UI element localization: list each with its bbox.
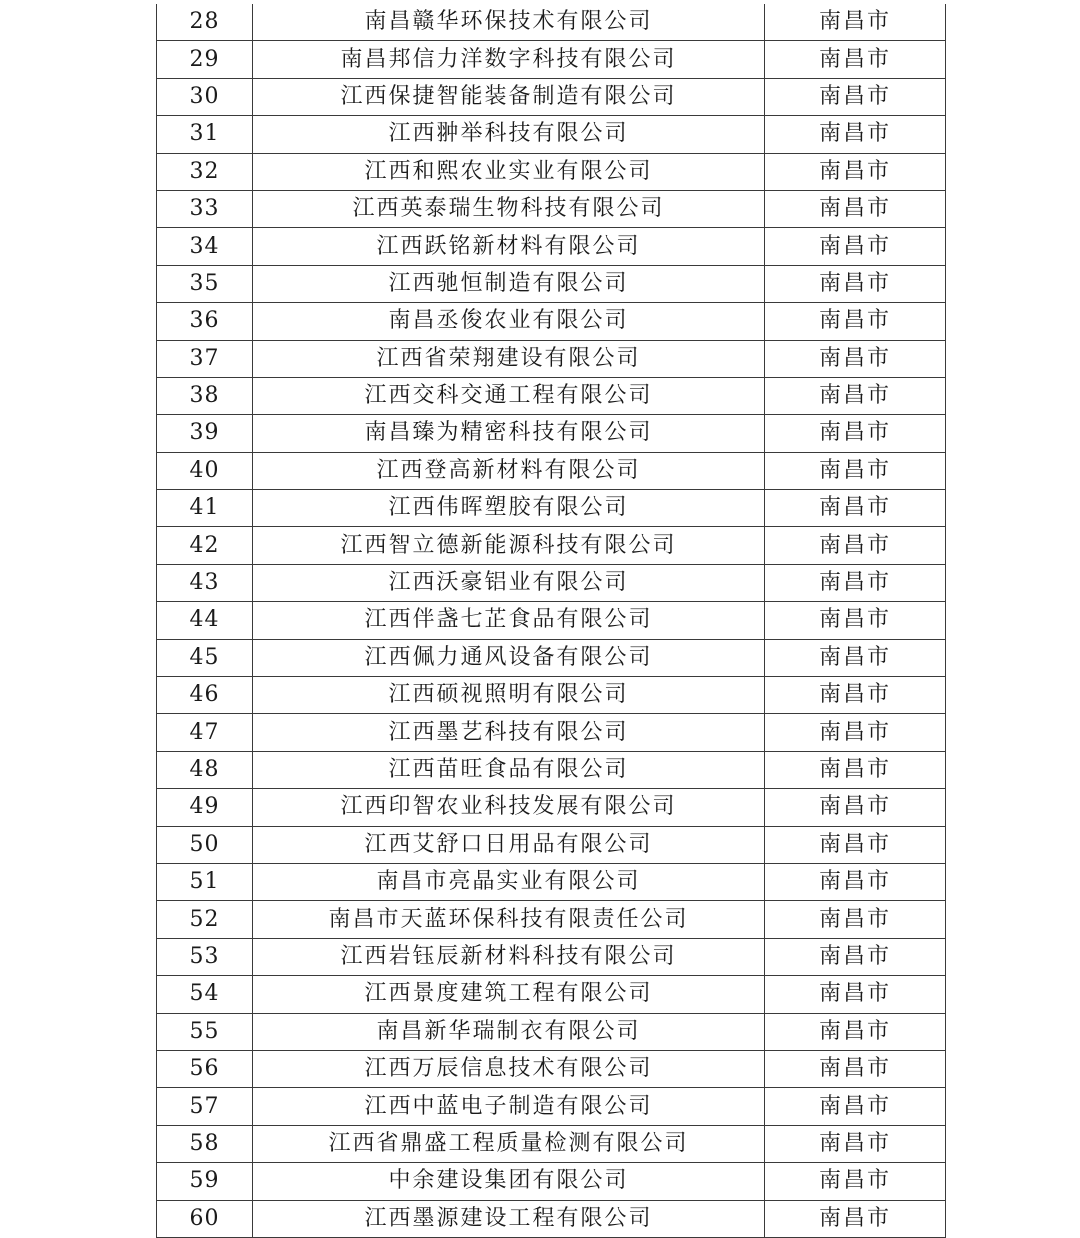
company-name: 南昌新华瑞制衣有限公司 bbox=[253, 1013, 765, 1050]
company-name: 江西驰恒制造有限公司 bbox=[253, 265, 765, 302]
company-city: 南昌市 bbox=[765, 303, 946, 340]
table-row bbox=[157, 340, 946, 377]
company-city: 南昌市 bbox=[765, 340, 946, 377]
company-city: 南昌市 bbox=[765, 789, 946, 826]
table-row bbox=[157, 190, 946, 227]
company-name: 江西伟晖塑胶有限公司 bbox=[253, 490, 765, 527]
row-number: 40 bbox=[157, 452, 253, 489]
company-name: 南昌臻为精密科技有限公司 bbox=[253, 415, 765, 452]
company-city: 南昌市 bbox=[765, 527, 946, 564]
table-row bbox=[157, 415, 946, 452]
company-city: 南昌市 bbox=[765, 228, 946, 265]
company-list-table bbox=[156, 4, 946, 1238]
company-name: 南昌市亮晶实业有限公司 bbox=[253, 863, 765, 900]
company-name: 江西省鼎盛工程质量检测有限公司 bbox=[253, 1125, 765, 1162]
company-city: 南昌市 bbox=[765, 265, 946, 302]
company-city: 南昌市 bbox=[765, 826, 946, 863]
row-number: 42 bbox=[157, 527, 253, 564]
company-name: 江西登高新材料有限公司 bbox=[253, 452, 765, 489]
row-number: 52 bbox=[157, 901, 253, 938]
row-number: 41 bbox=[157, 490, 253, 527]
company-city: 南昌市 bbox=[765, 714, 946, 751]
table-row bbox=[157, 826, 946, 863]
row-number: 53 bbox=[157, 938, 253, 975]
company-city: 南昌市 bbox=[765, 1050, 946, 1087]
company-name: 江西沃豪铝业有限公司 bbox=[253, 564, 765, 601]
table-row bbox=[157, 863, 946, 900]
row-number: 57 bbox=[157, 1088, 253, 1125]
company-name: 江西省荣翔建设有限公司 bbox=[253, 340, 765, 377]
company-city: 南昌市 bbox=[765, 153, 946, 190]
company-name: 南昌邦信力洋数字科技有限公司 bbox=[253, 41, 765, 78]
company-name: 南昌赣华环保技术有限公司 bbox=[253, 4, 765, 41]
company-city: 南昌市 bbox=[765, 116, 946, 153]
table-row bbox=[157, 751, 946, 788]
company-city: 南昌市 bbox=[765, 41, 946, 78]
company-name: 江西万辰信息技术有限公司 bbox=[253, 1050, 765, 1087]
row-number: 34 bbox=[157, 228, 253, 265]
row-number: 60 bbox=[157, 1200, 253, 1237]
company-city: 南昌市 bbox=[765, 901, 946, 938]
row-number: 32 bbox=[157, 153, 253, 190]
company-city: 南昌市 bbox=[765, 602, 946, 639]
company-name: 江西交科交通工程有限公司 bbox=[253, 377, 765, 414]
company-name: 江西墨艺科技有限公司 bbox=[253, 714, 765, 751]
row-number: 37 bbox=[157, 340, 253, 377]
row-number: 36 bbox=[157, 303, 253, 340]
company-name: 江西跃铭新材料有限公司 bbox=[253, 228, 765, 265]
table-row bbox=[157, 377, 946, 414]
company-city: 南昌市 bbox=[765, 452, 946, 489]
company-name: 江西苗旺食品有限公司 bbox=[253, 751, 765, 788]
row-number: 33 bbox=[157, 190, 253, 227]
table-row bbox=[157, 116, 946, 153]
company-name: 南昌市天蓝环保科技有限责任公司 bbox=[253, 901, 765, 938]
company-name: 江西英泰瑞生物科技有限公司 bbox=[253, 190, 765, 227]
company-name: 中余建设集团有限公司 bbox=[253, 1163, 765, 1200]
company-name: 江西印智农业科技发展有限公司 bbox=[253, 789, 765, 826]
table-row bbox=[157, 1050, 946, 1087]
row-number: 59 bbox=[157, 1163, 253, 1200]
company-city: 南昌市 bbox=[765, 190, 946, 227]
company-city: 南昌市 bbox=[765, 564, 946, 601]
table-row bbox=[157, 78, 946, 115]
company-city: 南昌市 bbox=[765, 677, 946, 714]
company-name: 江西和熙农业实业有限公司 bbox=[253, 153, 765, 190]
table-row bbox=[157, 490, 946, 527]
row-number: 50 bbox=[157, 826, 253, 863]
table-row bbox=[157, 1013, 946, 1050]
table-row bbox=[157, 303, 946, 340]
row-number: 35 bbox=[157, 265, 253, 302]
company-name: 江西伴盏七芷食品有限公司 bbox=[253, 602, 765, 639]
row-number: 54 bbox=[157, 976, 253, 1013]
row-number: 28 bbox=[157, 4, 253, 41]
table-row bbox=[157, 976, 946, 1013]
row-number: 58 bbox=[157, 1125, 253, 1162]
company-city: 南昌市 bbox=[765, 78, 946, 115]
company-city: 南昌市 bbox=[765, 377, 946, 414]
table-row bbox=[157, 1088, 946, 1125]
company-name: 江西硕视照明有限公司 bbox=[253, 677, 765, 714]
row-number: 51 bbox=[157, 863, 253, 900]
row-number: 56 bbox=[157, 1050, 253, 1087]
company-city: 南昌市 bbox=[765, 639, 946, 676]
company-city: 南昌市 bbox=[765, 490, 946, 527]
company-name: 江西翀举科技有限公司 bbox=[253, 116, 765, 153]
table-row bbox=[157, 639, 946, 676]
table-row bbox=[157, 228, 946, 265]
company-city: 南昌市 bbox=[765, 1088, 946, 1125]
table-row bbox=[157, 714, 946, 751]
table-row bbox=[157, 789, 946, 826]
company-city: 南昌市 bbox=[765, 1013, 946, 1050]
row-number: 55 bbox=[157, 1013, 253, 1050]
company-name: 江西中蓝电子制造有限公司 bbox=[253, 1088, 765, 1125]
table-row bbox=[157, 677, 946, 714]
company-city: 南昌市 bbox=[765, 751, 946, 788]
company-city: 南昌市 bbox=[765, 4, 946, 41]
row-number: 29 bbox=[157, 41, 253, 78]
row-number: 39 bbox=[157, 415, 253, 452]
company-city: 南昌市 bbox=[765, 1163, 946, 1200]
table-row bbox=[157, 1125, 946, 1162]
table-row bbox=[157, 901, 946, 938]
row-number: 49 bbox=[157, 789, 253, 826]
company-name: 江西景度建筑工程有限公司 bbox=[253, 976, 765, 1013]
table-row bbox=[157, 452, 946, 489]
company-city: 南昌市 bbox=[765, 415, 946, 452]
company-name: 江西墨源建设工程有限公司 bbox=[253, 1200, 765, 1237]
table-row bbox=[157, 527, 946, 564]
row-number: 48 bbox=[157, 751, 253, 788]
table-body bbox=[157, 4, 946, 1237]
row-number: 31 bbox=[157, 116, 253, 153]
row-number: 43 bbox=[157, 564, 253, 601]
table-row bbox=[157, 1200, 946, 1237]
table-row bbox=[157, 153, 946, 190]
company-city: 南昌市 bbox=[765, 976, 946, 1013]
table-row bbox=[157, 938, 946, 975]
company-city: 南昌市 bbox=[765, 938, 946, 975]
row-number: 38 bbox=[157, 377, 253, 414]
row-number: 46 bbox=[157, 677, 253, 714]
company-city: 南昌市 bbox=[765, 1200, 946, 1237]
row-number: 45 bbox=[157, 639, 253, 676]
table-row bbox=[157, 41, 946, 78]
company-city: 南昌市 bbox=[765, 863, 946, 900]
table-row bbox=[157, 4, 946, 41]
company-name: 江西智立德新能源科技有限公司 bbox=[253, 527, 765, 564]
company-name: 江西保捷智能装备制造有限公司 bbox=[253, 78, 765, 115]
company-name: 南昌丞俊农业有限公司 bbox=[253, 303, 765, 340]
table-row bbox=[157, 265, 946, 302]
table-row bbox=[157, 602, 946, 639]
company-name: 江西佩力通风设备有限公司 bbox=[253, 639, 765, 676]
table-row bbox=[157, 564, 946, 601]
row-number: 30 bbox=[157, 78, 253, 115]
row-number: 44 bbox=[157, 602, 253, 639]
company-name: 江西艾舒口日用品有限公司 bbox=[253, 826, 765, 863]
table-row bbox=[157, 1163, 946, 1200]
company-name: 江西岩钰辰新材料科技有限公司 bbox=[253, 938, 765, 975]
row-number: 47 bbox=[157, 714, 253, 751]
company-city: 南昌市 bbox=[765, 1125, 946, 1162]
